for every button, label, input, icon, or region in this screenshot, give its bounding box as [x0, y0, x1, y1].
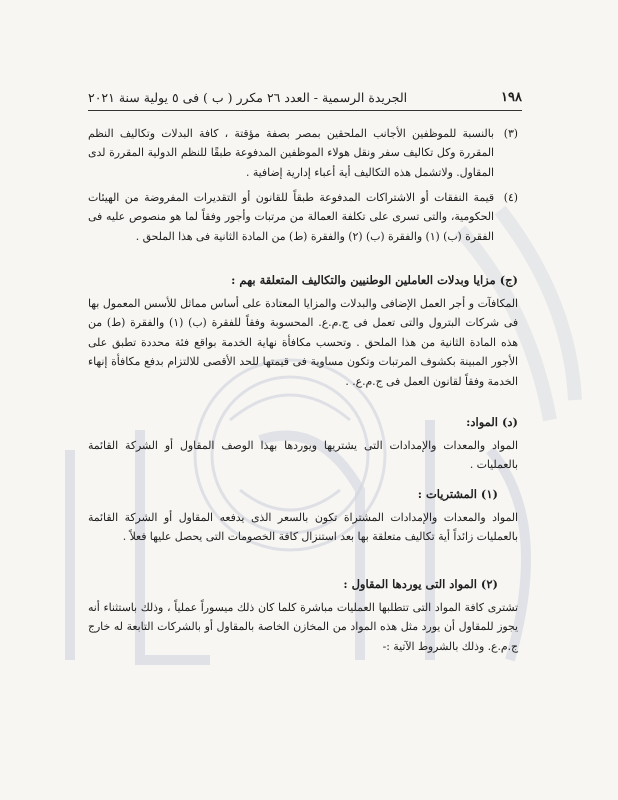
purchases-text: المواد والمعدات والإمدادات المشتراة تكون بالسعر الذى يدفعه المقاول أو الشركة القائمة بالعمليات زائداً أية تكاليف متعلقة بها بعد استنزال كافة الخصومات التى يحصل عليها فعلاً .	[88, 511, 518, 544]
page-number: ١٩٨	[501, 89, 522, 105]
section-c-text: المكافآت و أجر العمل الإضافى والبدلات والمزايا المعتادة على أساس مماثل للأسس المعمول بها فى شركات البترول والتى تعمل فى ج.م.ع. المحسوبة وفقاً للفقرة (ب) (١) والفقرة (ط) من هذه المادة الثانية من هذا الملحق . وتحسب مكافأة نهاية الخدمة بواقع فئة محددة تطبق على الأجور المبينة بكشوف المرتبات وتكون مساوية فى قيمتها للحد الأقصى للالتزام بدفع مكافأة إنهاء الخدمة وفقاً لقانون العمل فى ج.م.ع. .	[88, 297, 518, 388]
section-heading-c: (ج) مزايا وبدلات العاملين الوطنيين والتكاليف المتعلقة بهم :	[231, 273, 518, 287]
item-text: قيمة النفقات أو الاشتراكات المدفوعة طبقاً للقانون أو التقديرات المفروضة من الهيئات الحكومية، والتى تسرى على تكلفة العمالة من مرتبات وأجور وفقاً لما هو منصوص عليه فى الفقرة (ب) (١) والفقرة (ب) (٢) والفقرة (ط) من المادة الثانية فى هذا الملحق .	[88, 191, 494, 243]
list-item	[88, 188, 518, 246]
running-header	[88, 86, 522, 108]
item-text: بالنسبة للموظفين الأجانب الملحقين بمصر بصفة مؤقتة ، كافة البدلات وتكاليف النظم المقررة وكل تكاليف سفر ونقل هولاء الموظفين المدفوعة طبقًا للنظم الدولية المقررة لدى المقاول. ولاتشمل هذه التكاليف أية أعباء إدارية إضافية .	[88, 127, 494, 179]
header-title: الجريدة الرسمية - العدد ٢٦ مكرر ( ب ) فى ٥ يولية سنة ٢٠٢١	[88, 89, 408, 105]
item-number: (٣)	[503, 127, 518, 140]
subsection-heading-purchases: (١) المشتريات :	[417, 487, 498, 501]
contractor-materials-text: تشترى كافة المواد التى تتطلبها العمليات مباشرة كلما كان ذلك ميسوراً عملياً ، وذلك باستثناء أنه يجوز للمقاول أن يورد مثل هذه المواد من المخازن الخاصة بالمقاول أو بالشركات التابعة له خارج ج.م.ع. وذلك بالشروط الآتية :-	[88, 601, 518, 653]
list-item	[88, 124, 518, 182]
item-number: (٤)	[503, 191, 518, 204]
subsection-heading-contractor-materials: (٢) المواد التى يوردها المقاول :	[343, 577, 498, 591]
header-divider	[88, 110, 522, 111]
section-d-text: المواد والمعدات والإمدادات التى يشتريها ويوردها بهذا الوصف المقاول أو الشركة القائمة بالعمليات .	[88, 439, 518, 472]
section-heading-d: (د) المواد:	[466, 415, 518, 429]
